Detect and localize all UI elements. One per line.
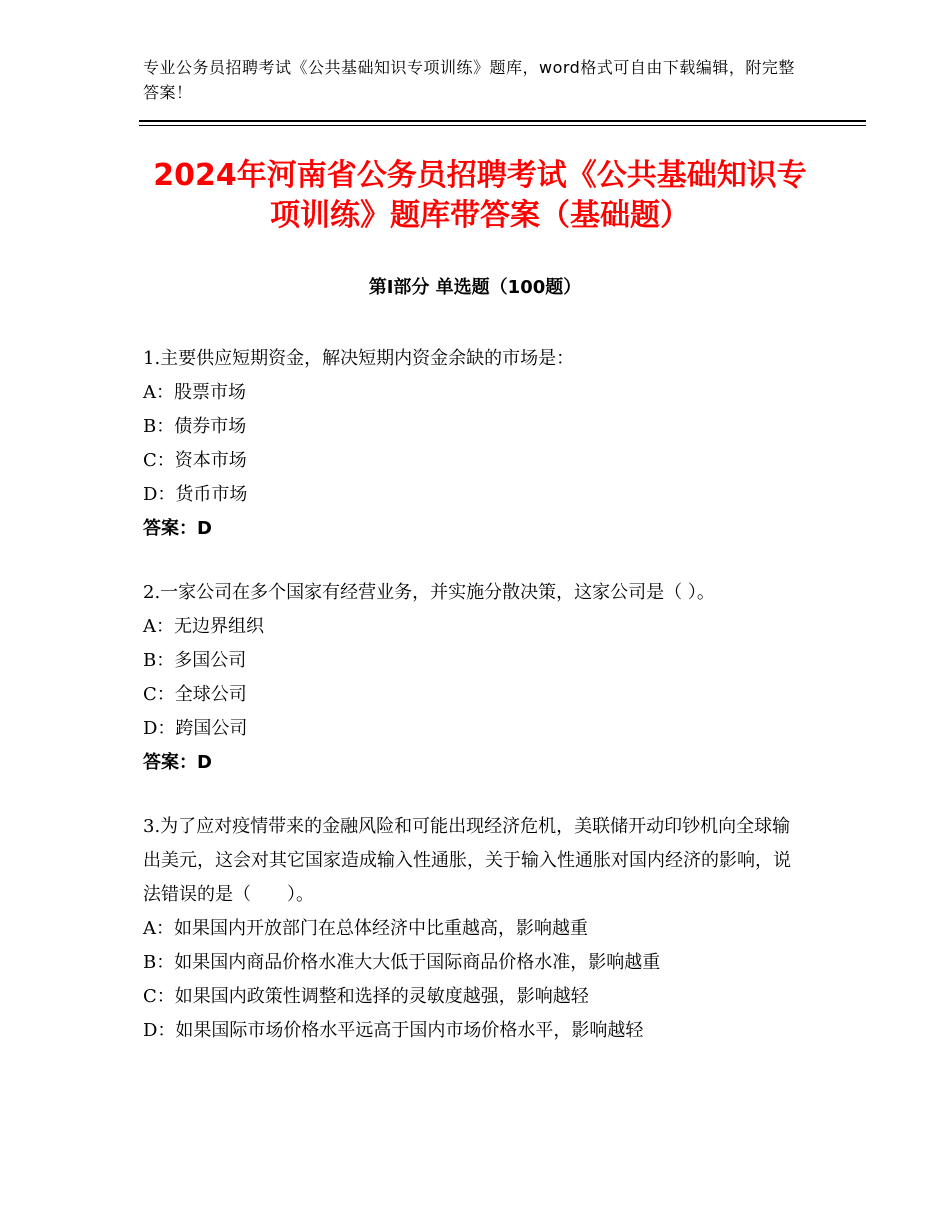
question-stem: 2.一家公司在多个国家有经营业务，并实施分散决策，这家公司是（ ）。 bbox=[143, 582, 715, 603]
option-b: B：多国公司 bbox=[143, 650, 247, 671]
header-rule-thin bbox=[139, 125, 866, 126]
question-list bbox=[143, 342, 803, 1078]
question-stem: 1.主要供应短期资金，解决短期内资金余缺的市场是： bbox=[143, 348, 575, 369]
option-c: C：如果国内政策性调整和选择的灵敏度越强，影响越轻 bbox=[143, 986, 589, 1007]
option-a: A：如果国内开放部门在总体经济中比重越高，影响越重 bbox=[143, 918, 588, 939]
question-3 bbox=[143, 810, 803, 1048]
option-d: D：货币市场 bbox=[143, 484, 248, 505]
question-2 bbox=[143, 576, 803, 780]
question-stem: 3.为了应对疫情带来的金融风险和可能出现经济危机，美联储开动印钞机向全球输出美元，这会对其它国家造成输入性通胀，关于输入性通胀对国内经济的影响，说法错误的是（ ）。 bbox=[143, 816, 791, 905]
option-d: D：跨国公司 bbox=[143, 718, 248, 739]
answer-label: 答案：D bbox=[143, 518, 212, 539]
option-a: A：无边界组织 bbox=[143, 616, 264, 637]
header-rule-thick bbox=[139, 120, 866, 122]
option-b: B：债券市场 bbox=[143, 416, 247, 437]
header-note: 专业公务员招聘考试《公共基础知识专项训练》题库，word格式可自由下载编辑，附完整答案！ bbox=[143, 58, 795, 102]
option-c: C：全球公司 bbox=[143, 684, 247, 705]
option-d: D：如果国际市场价格水平远高于国内市场价格水平，影响越轻 bbox=[143, 1020, 644, 1041]
document-title: 2024年河南省公务员招聘考试《公共基础知识专项训练》题库带答案（基础题） bbox=[153, 158, 807, 233]
question-1 bbox=[143, 342, 803, 546]
answer-label: 答案：D bbox=[143, 752, 212, 773]
section-title: 第Ⅰ部分 单选题（100题） bbox=[368, 277, 582, 298]
option-b: B：如果国内商品价格水准大大低于国际商品价格水准，影响越重 bbox=[143, 952, 661, 973]
option-a: A：股票市场 bbox=[143, 382, 246, 403]
option-c: C：资本市场 bbox=[143, 450, 247, 471]
